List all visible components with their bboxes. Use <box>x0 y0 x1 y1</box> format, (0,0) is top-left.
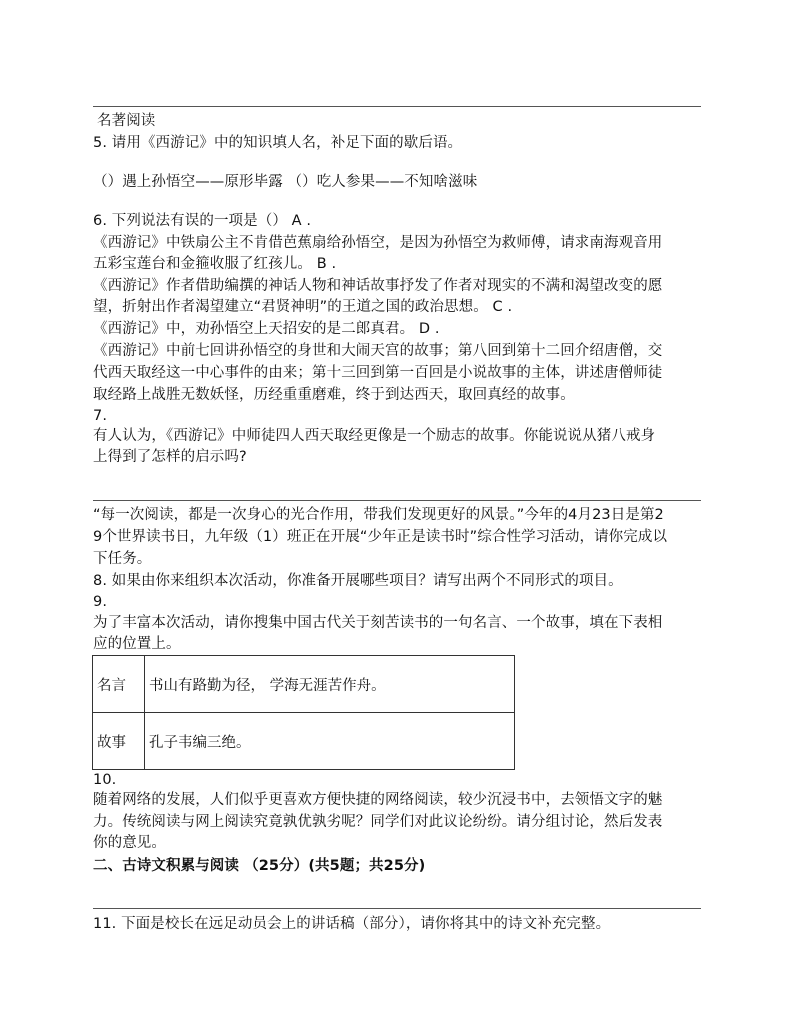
question-7-number: 7. <box>93 408 108 424</box>
section-divider <box>93 500 701 501</box>
quote-story-table <box>92 655 515 770</box>
question-9-number: 9. <box>93 594 108 610</box>
question-10-number: 10. <box>93 772 117 788</box>
question-9-line: 为了丰富本次活动，请你搜集中国古代关于刻苦读书的一句名言、一个故事，填在下表相 <box>93 615 663 631</box>
table-value-cell: 书山有路勤为径， 学海无涯苦作舟。 <box>145 656 515 713</box>
section-heading: 名著阅读 <box>97 113 156 129</box>
table-row <box>93 713 515 770</box>
question-6-line: 代西天取经这一中心事件的由来；第十三回到第一百回是小说故事的主体，讲述唐僧师徒 <box>93 365 663 381</box>
question-6-line: 《西游记》中前七回讲孙悟空的身世和大闹天宫的故事；第八回到第十二回介绍唐僧，交 <box>93 343 663 359</box>
question-10-line: 力。传统阅读与网上阅读究竟孰优孰劣呢？同学们对此议论纷纷。请分组讨论，然后发表 <box>93 814 663 830</box>
intro-line: 9个世界读书日，九年级（1）班正在开展“少年正是读书时”综合性学习活动，请你完成以 <box>93 529 668 545</box>
section-divider <box>93 106 701 107</box>
question-6-line: 五彩宝莲台和金箍收服了红孩儿。 B . <box>93 256 337 272</box>
question-6-line: 《西游记》中，劝孙悟空上天招安的是二郎真君。 D . <box>93 321 440 337</box>
question-7-line: 上得到了怎样的启示吗? <box>93 449 247 465</box>
question-11: 11. 下面是校长在远足动员会上的讲话稿（部分），请你将其中的诗文补充完整。 <box>93 916 611 932</box>
intro-line: 下任务。 <box>93 551 152 567</box>
question-5: 5. 请用《西游记》中的知识填人名，补足下面的歇后语。 <box>93 135 463 151</box>
question-6-line: 《西游记》作者借助编撰的神话人物和神话故事抒发了作者对现实的不满和渴望改变的愿 <box>93 278 663 294</box>
table-row <box>93 656 515 713</box>
table-value-cell: 孔子韦编三绝。 <box>145 713 515 770</box>
section-divider <box>93 908 701 909</box>
table-key-cell: 名言 <box>93 656 145 713</box>
question-9-line: 应的位置上。 <box>93 636 181 652</box>
table-key-cell: 故事 <box>93 713 145 770</box>
question-6-stem: 6. 下列说法有误的一项是（） A . <box>93 213 312 229</box>
intro-line: “每一次阅读，都是一次身心的光合作用，带我们发现更好的风景。”今年的4月23日是第2 <box>93 507 664 523</box>
question-10-line: 你的意见。 <box>93 835 166 851</box>
question-7-line: 有人认为，《西游记》中师徒四人西天取经更像是一个励志的故事。你能说说从猪八戒身 <box>93 428 656 444</box>
question-8: 8. 如果由你来组织本次活动，你准备开展哪些项目？请写出两个不同形式的项目。 <box>93 573 623 589</box>
question-5-blanks: （）遇上孙悟空——原形毕露 （）吃人参果——不知啥滋味 <box>93 174 478 190</box>
question-6-line: 望，折射出作者渴望建立“君贤神明”的王道之国的政治思想。 C . <box>93 299 513 315</box>
question-6-line: 《西游记》中铁扇公主不肯借芭蕉扇给孙悟空，是因为孙悟空为救师傅，请求南海观音用 <box>93 235 663 251</box>
part-2-heading: 二、古诗文积累与阅读 （25分）(共5题；共25分) <box>93 858 426 874</box>
question-6-line: 取经路上战胜无数妖怪，历经重重磨难，终于到达西天，取回真经的故事。 <box>93 387 575 403</box>
question-10-line: 随着网络的发展，人们似乎更喜欢方便快捷的网络阅读，较少沉浸书中，去领悟文字的魅 <box>93 792 663 808</box>
